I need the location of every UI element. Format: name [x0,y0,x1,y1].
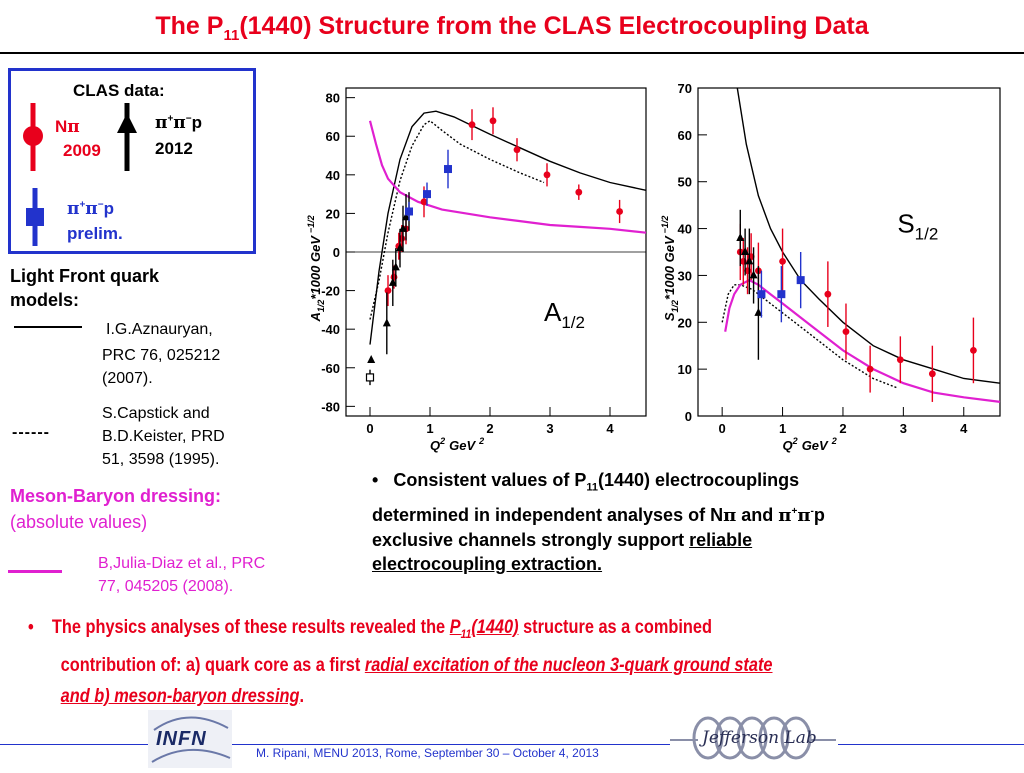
footer-rule-right [838,744,1024,745]
s12-ylabel-sup: −1/2 [660,215,670,234]
title-rule [0,52,1024,54]
a12-point-pipip-prelim [405,207,413,215]
a12-ytick-label: 0 [332,245,340,260]
s12-point-pipip-prelim [777,290,785,298]
title-sub: 11 [223,27,240,44]
s12-panel-label-sub: 1/2 [914,224,939,244]
a12-chart [282,82,664,460]
a12-panel-label-main: A [544,296,562,327]
a12-ylabel [306,215,326,322]
jlab-logo [668,714,838,766]
s12-ytick-label: 20 [677,315,692,331]
a12-curve-solid-2 [370,121,646,233]
s12-xtick-label: 4 [960,421,968,436]
a12-xlabel-unit-sup: 2 [479,436,485,446]
s12-chart [648,82,1014,460]
a12-point-npi [514,146,521,153]
capstick-ref-2: B.D.Keister, PRD [102,428,225,445]
pipip-2012-label: π+π−p [155,113,202,133]
infn-logo-text: INFN [156,728,207,750]
bullet-1: • Consistent values of $P_{11}(1440)$ electrocouplings determined in independent analyses of Nπ and π+π-p exclusive channels strongly support reliable electrocoupling extraction. [372,470,825,574]
s12-ytick-label: 70 [677,82,692,96]
aznauryan-line-key [14,326,82,328]
a12-ytick-label: 40 [325,167,340,183]
npi-year: 2009 [63,141,101,160]
s12-curve-dotted-1 [722,285,897,388]
capstick-ref-3: 51, 3598 (1995). [102,451,220,468]
pipip-2012-year: 2012 [155,139,193,158]
a12-point-npi [385,287,392,294]
pipip-2012-marker-icon [115,101,139,173]
aznauryan-ref-3: (2007). [102,370,153,387]
infn-logo [148,710,232,768]
s12-ytick-label: 10 [677,362,692,378]
legend-box [8,68,256,254]
julia-ref-2: 77, 045205 (2008). [98,578,234,595]
bullet-2: • The physics analyses of these results revealed the $P_{11}(1440)$ structure as a combined contribution of: a) quark core as a first radial excitation of the nucleon 3-quark ground state and b) meson-baryon dressing. [28,617,773,707]
julia-line-key [8,570,62,573]
a12-ytick-label: 20 [325,206,340,222]
a12-point-pipip-2012 [367,355,375,363]
s12-point-pipip-2012 [736,233,744,241]
a12-xlabel: $Q^2$ GeV $^2$ [430,436,485,453]
a12-ylabel-sup: −1/2 [306,215,316,234]
s12-ylabel-a: S [662,312,677,322]
npi-label: Nπ [55,117,80,137]
a12-point-pipip-prelim [444,165,452,173]
a12-ytick-label: -60 [321,360,340,376]
models-heading: Light Front quark models: [10,266,159,310]
a12-xlabel-unit: GeV [449,438,476,453]
s12-point-npi [779,258,786,265]
julia-ref-1: B,Julia-Diaz et al., PRC [98,555,266,572]
s12-xtick-label: 1 [778,421,787,436]
a12-xtick-label: 1 [426,421,434,436]
s12-ylabel-sub: 1/2 [670,300,680,313]
s12-point-npi [897,356,904,363]
footer-rule-middle [230,744,670,745]
a12-point-npi [490,117,497,124]
s12-point-npi [824,291,831,298]
s12-xlabel: $Q^2$ GeV $^2$ [782,436,837,453]
mb-heading: Meson-Baryon dressing: [10,486,222,506]
a12-point-open [367,374,374,381]
aznauryan-ref-2: PRC 76, 025212 [102,347,221,364]
s12-ytick-label: 60 [677,127,692,143]
a12-point-pipip-2012 [383,318,391,326]
s12-point-npi [929,370,936,377]
s12-ylabel-b: *1000 GeV [662,236,677,301]
s12-xtick-label: 3 [899,421,907,436]
a12-panel-label [544,297,585,332]
s12-xtick-label: 2 [839,421,847,436]
s12-xtick-label: 0 [718,421,726,436]
a12-ylabel-sub: 1/2 [316,299,326,313]
pipip-prelim-label: π+π−p [67,199,114,219]
a12-ylabel-b: *1000 GeV [308,236,323,300]
legend-header: CLAS data: [73,81,165,100]
s12-point-npi [970,347,977,354]
capstick-dash-key: ------ [12,424,50,441]
a12-xtick-label: 3 [546,421,554,436]
a12-point-npi [616,208,623,215]
s12-panel-label [897,208,938,243]
a12-point-pipip-prelim [423,190,431,198]
a12-xtick-label: 0 [366,421,374,436]
jlab-logo-text: Jefferson Lab [702,728,817,748]
npi-marker-icon [21,101,45,173]
s12-curve-solid-0 [737,88,1000,383]
a12-ytick-label: 60 [325,129,340,145]
a12-point-npi [575,189,582,196]
s12-ytick-label: 50 [677,174,692,190]
a12-point-npi [544,171,551,178]
s12-curve-solid-2 [725,280,1000,402]
s12-point-npi [843,328,850,335]
a12-ytick-label: -20 [321,283,340,299]
capstick-ref-1: S.Capstick and [102,405,210,422]
s12-xlabel-sup: 2 [792,436,798,446]
s12-xlabel-unit-sup: 2 [831,436,837,446]
a12-ytick-label: 80 [325,90,340,106]
s12-ytick-label: 30 [677,268,692,284]
a12-xtick-label: 4 [606,421,614,436]
footer-text: M. Ripani, MENU 2013, Rome, September 30 – October 4, 2013 [256,746,599,760]
s12-point-npi [867,366,874,373]
a12-ytick-label: -40 [321,322,340,338]
a12-point-npi [469,121,476,128]
aznauryan-ref-1: I.G.Aznauryan, [106,321,213,338]
pipip-prelim-marker-icon [23,186,47,248]
title-pre: The P [155,12,224,40]
s12-ytick-label: 0 [684,409,692,424]
a12-ylabel-a: A [308,312,323,322]
s12-point-pipip-prelim [757,290,765,298]
s12-xlabel-unit: GeV [801,438,828,453]
a12-xtick-label: 2 [486,421,494,436]
a12-ytick-label: -80 [321,399,340,415]
mb-sub: (absolute values) [10,512,148,532]
pipip-prelim-word: prelim. [67,224,123,243]
s12-point-pipip-prelim [797,276,805,284]
s12-panel-label-main: S [897,208,915,239]
a12-panel-label-sub: 1/2 [561,312,585,332]
a12-xlabel-sup: 2 [440,436,446,446]
slide-title [0,12,1024,44]
title-post: (1440) Structure from the CLAS Electrocoupling Data [239,12,869,40]
s12-ytick-label: 40 [677,221,692,237]
